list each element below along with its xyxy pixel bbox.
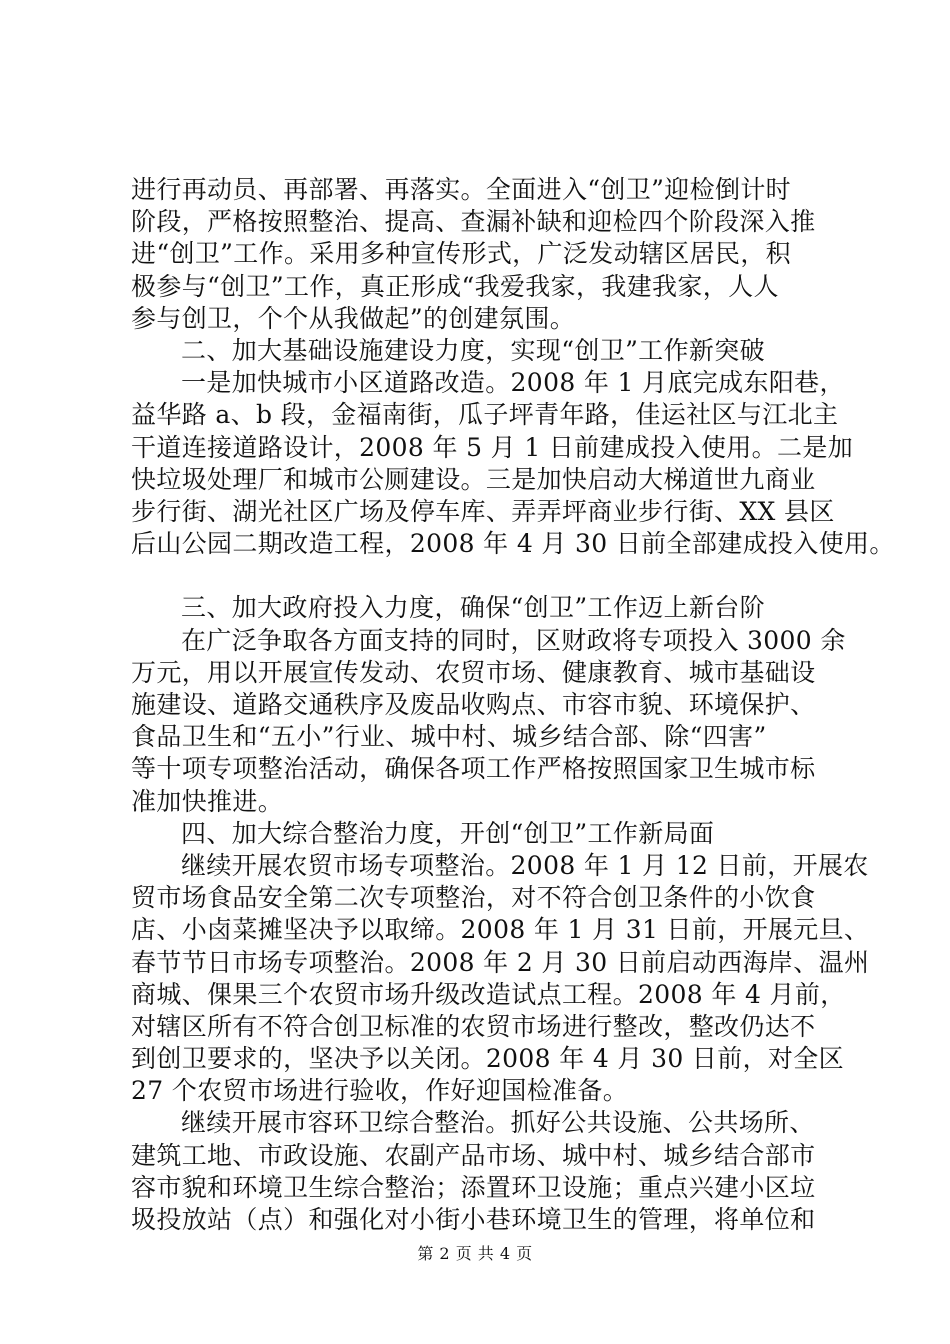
text-line: 继续开展市容环卫综合整治。抓好公共设施、公共场所、 xyxy=(181,1108,815,1138)
page-footer xyxy=(0,1241,950,1264)
text-line: 快垃圾处理厂和城市公厕建设。三是加快启动大梯道世九商业 xyxy=(131,464,816,494)
text-line: 步行街、湖光社区广场及停车库、弄弄坪商业步行街、XX 县区 xyxy=(131,496,835,526)
text-line: 建筑工地、市政设施、农副产品市场、城中村、城乡结合部市 xyxy=(131,1140,816,1170)
text-line: 后山公园二期改造工程，2008 年 4 月 30 日前全部建成投入使用。 xyxy=(131,529,895,559)
text-line: 店、小卤菜摊坚决予以取缔。2008 年 1 月 31 日前，开展元旦、 xyxy=(131,915,870,945)
text-line: 继续开展农贸市场专项整治。2008 年 1 月 12 日前，开展农 xyxy=(181,850,869,880)
document-body xyxy=(131,174,895,1236)
text-line: 等十项专项整治活动，确保各项工作严格按照国家卫生城市标 xyxy=(131,754,816,784)
text-line: 贸市场食品安全第二次专项整治，对不符合创卫条件的小饮食 xyxy=(131,883,816,913)
text-line: 对辖区所有不符合创卫标准的农贸市场进行整改，整改仍达不 xyxy=(131,1011,816,1041)
text-line: 益华路 a、b 段，金福南街，瓜子坪青年路，佳运社区与江北主 xyxy=(131,400,839,430)
blank-line xyxy=(131,560,831,592)
text-line: 进行再动员、再部署、再落实。全面进入“创卫”迎检倒计时 xyxy=(131,175,792,204)
text-line: 容市貌和环境卫生综合整治；添置环卫设施；重点兴建小区垃 xyxy=(131,1172,816,1202)
text-line: 一是加快城市小区道路改造。2008 年 1 月底完成东阳巷， xyxy=(181,368,845,398)
text-line: 干道连接道路设计，2008 年 5 月 1 日前建成投入使用。二是加 xyxy=(131,432,854,462)
text-line: 商城、倮果三个农贸市场升级改造试点工程。2008 年 4 月前， xyxy=(131,979,846,1009)
text-line: 参与创卫，个个从我做起”的创建氛围。 xyxy=(131,303,576,333)
text-line: 在广泛争取各方面支持的同时，区财政将专项投入 3000 余 xyxy=(181,625,846,655)
text-line: 极参与“创卫”工作，真正形成“我爱我家，我建我家，人人 xyxy=(131,271,779,301)
text-line: 圾投放站（点）和强化对小街小巷环境卫生的管理，将单位和 xyxy=(131,1205,816,1234)
text-line: 27 个农贸市场进行验收，作好迎国检准备。 xyxy=(131,1076,629,1106)
text-line: 食品卫生和“五小”行业、城中村、城乡结合部、除“四害” xyxy=(131,722,767,752)
text-line: 进“创卫”工作。采用多种宣传形式，广泛发动辖区居民，积 xyxy=(131,239,792,269)
text-line: 三、加大政府投入力度，确保“创卫”工作迈上新台阶 xyxy=(181,593,765,623)
text-line: 施建设、道路交通秩序及废品收购点、市容市貌、环境保护、 xyxy=(131,690,816,719)
text-line: 准加快推进。 xyxy=(131,786,284,816)
text-line: 四、加大综合整治力度，开创“创卫”工作新局面 xyxy=(181,818,715,848)
page-number-label: 第 2 页 共 4 页 xyxy=(417,1244,533,1263)
text-line: 二、加大基础设施建设力度，实现“创卫”工作新突破 xyxy=(181,335,765,365)
text-line: 万元，用以开展宣传发动、农贸市场、健康教育、城市基础设 xyxy=(131,657,816,687)
text-line: 到创卫要求的，坚决予以关闭。2008 年 4 月 30 日前，对全区 xyxy=(131,1044,844,1074)
text-line: 春节节日市场专项整治。2008 年 2 月 30 日前启动西海岸、温州 xyxy=(131,947,870,977)
text-line: 阶段，严格按照整治、提高、查漏补缺和迎检四个阶段深入推 xyxy=(131,207,816,237)
